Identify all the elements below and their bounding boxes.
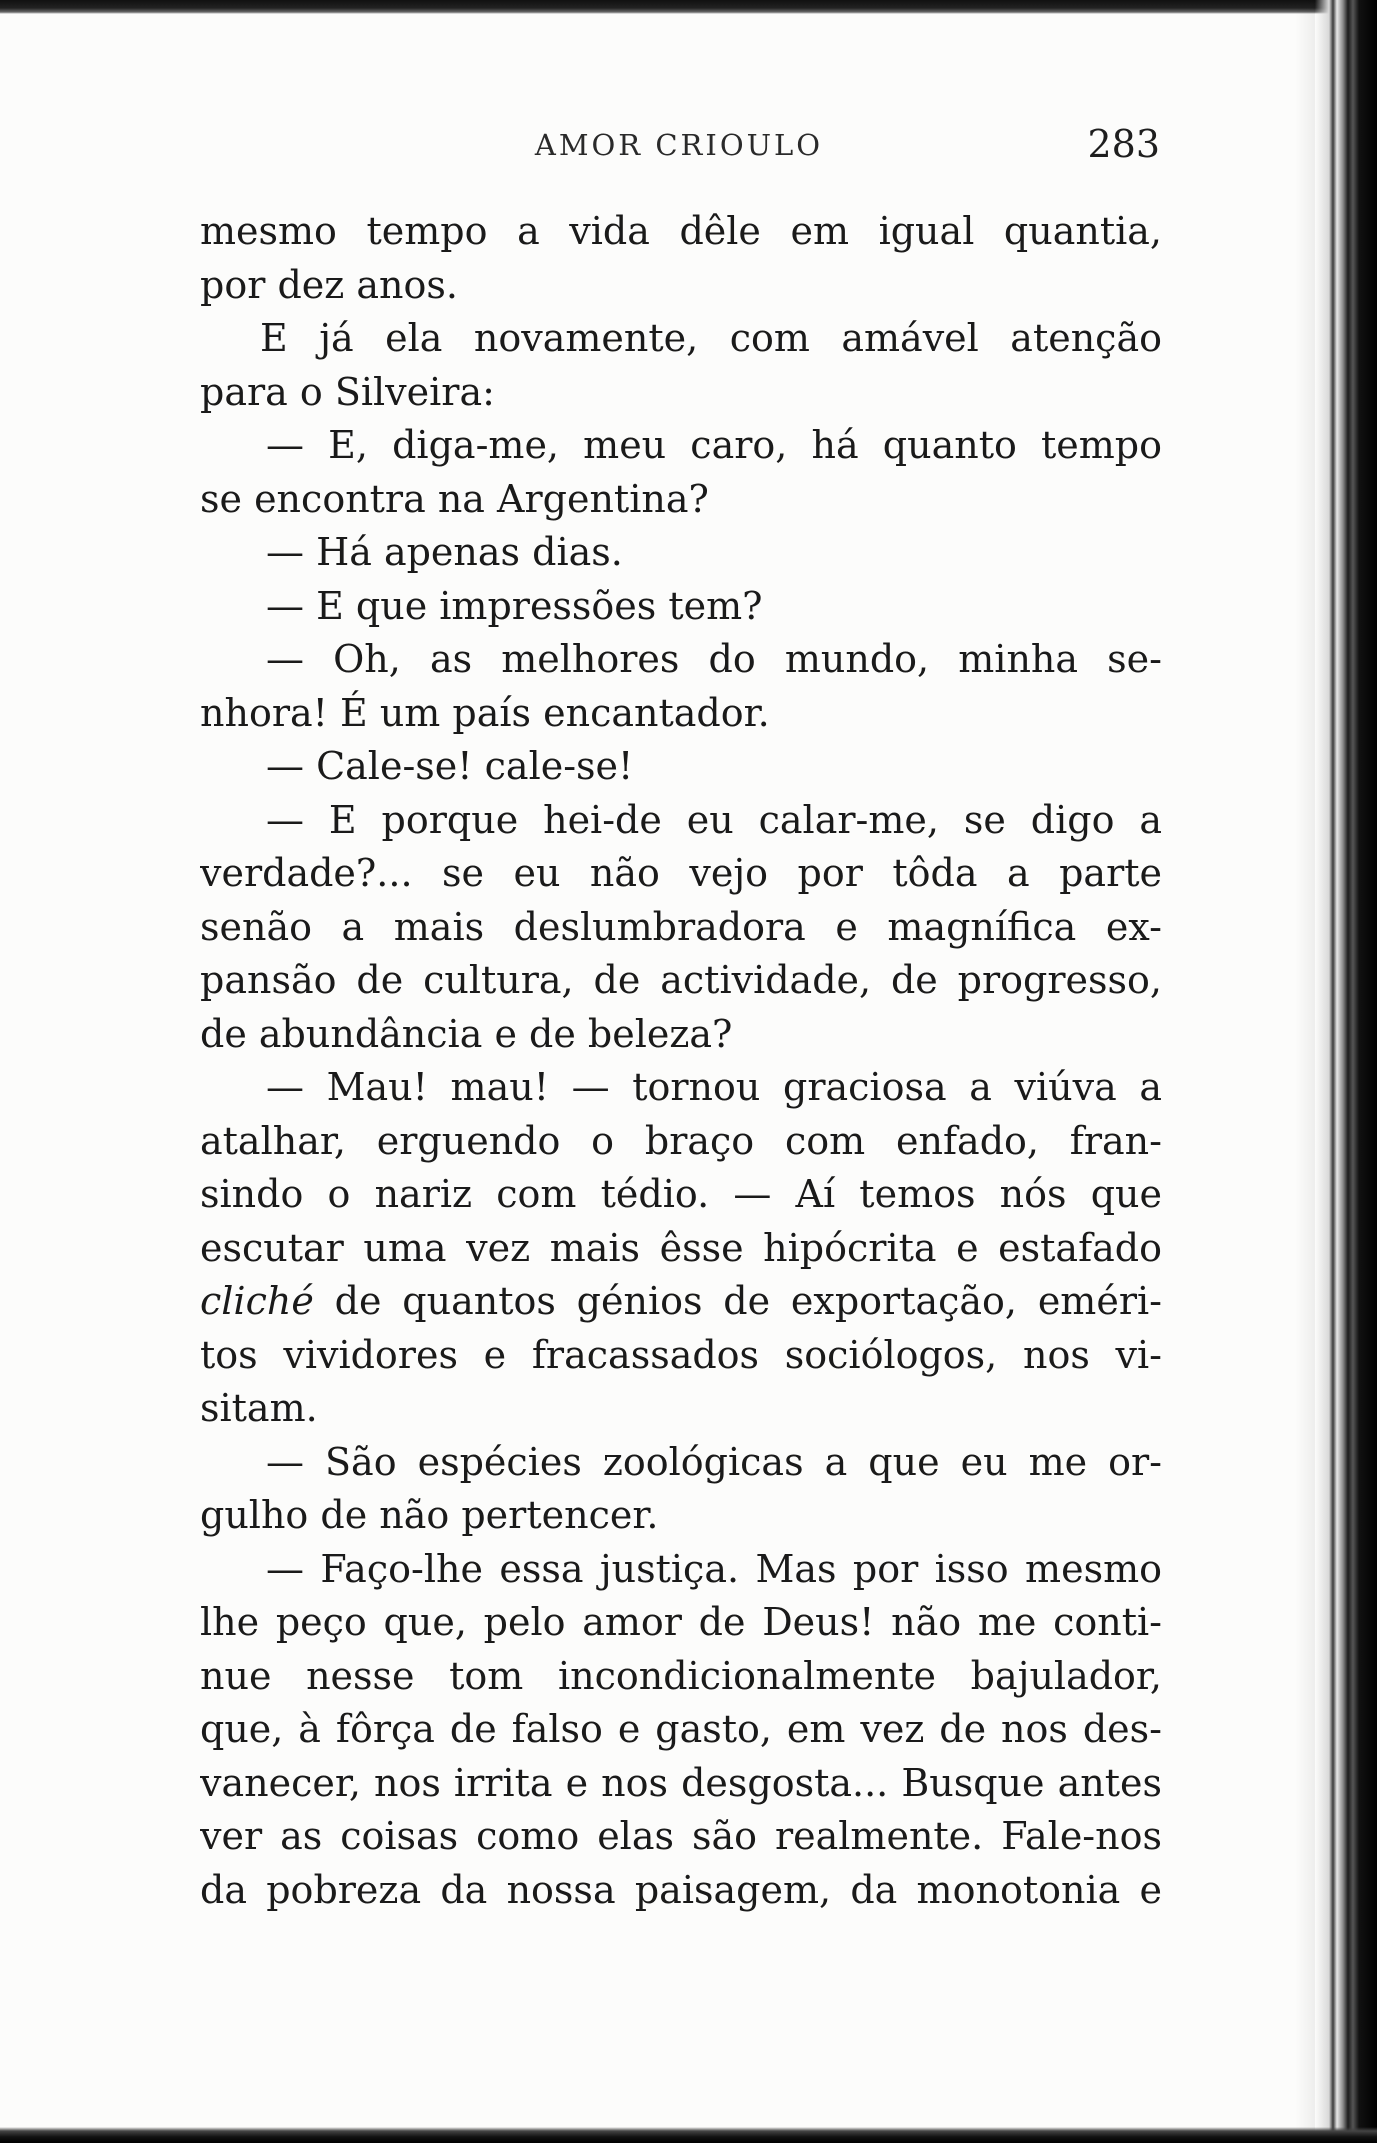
- line-text: — Faço-lhe essa justiça. Mas por isso mesmo: [266, 1546, 1162, 1591]
- running-title: AMOR CRIOULO: [534, 128, 824, 162]
- line-text: que, à fôrça de falso e gasto, em vez de nos des-: [200, 1707, 1162, 1751]
- line-text: — Mau! mau! — tornou graciosa a viúva a: [266, 1065, 1162, 1109]
- text-line: [200, 1650, 1162, 1704]
- page-gutter-shadow: [1295, 0, 1315, 2143]
- line-text: — Oh, as melhores do mundo, minha se-: [266, 637, 1162, 681]
- text-line: [200, 1757, 1162, 1811]
- line-text: — E que impressões tem?: [266, 583, 763, 628]
- text-line: [200, 259, 1162, 313]
- text-line: [200, 419, 1162, 473]
- text-line: [200, 847, 1162, 901]
- running-header: [198, 122, 1160, 168]
- page-number: 283: [1087, 122, 1160, 166]
- text-line: [200, 312, 1162, 366]
- line-text: se encontra na Argentina?: [200, 476, 709, 521]
- line-text: verdade?... se eu não vejo por tôda a parte: [200, 851, 1162, 895]
- scan-edge-top: [0, 0, 1377, 14]
- text-line: [200, 1489, 1162, 1543]
- line-text: gulho de não pertencer.: [200, 1493, 659, 1537]
- line-text: sindo o nariz com tédio. — Aí temos nós que: [200, 1172, 1162, 1216]
- line-text: E já ela novamente, com amável atenção: [260, 316, 1162, 360]
- text-line: [200, 1008, 1162, 1062]
- line-text: vanecer, nos irrita e nos desgosta... Busque antes: [200, 1760, 1162, 1805]
- line-text: da pobreza da nossa paisagem, da monotonia e: [200, 1867, 1162, 1912]
- line-text: ver as coisas como elas são realmente. Fale-nos: [200, 1814, 1162, 1858]
- text-line: [200, 1810, 1162, 1864]
- text-line: [200, 1061, 1162, 1115]
- text-line: [200, 1543, 1162, 1597]
- line-text: senão a mais deslumbradora e magnífica ex-: [200, 904, 1162, 949]
- text-line: [200, 740, 1162, 794]
- text-line: [200, 1703, 1162, 1757]
- text-line: [200, 580, 1162, 634]
- text-line: [200, 901, 1162, 955]
- body-text: [200, 205, 1162, 1917]
- text-line: [200, 954, 1162, 1008]
- line-text: de quantos génios de exportação, eméri-: [334, 1279, 1162, 1323]
- text-line: [200, 1436, 1162, 1490]
- line-text: — Há apenas dias.: [266, 530, 623, 574]
- text-line: [200, 687, 1162, 741]
- text-line: [200, 205, 1162, 259]
- line-text: pansão de cultura, de actividade, de progresso,: [200, 958, 1162, 1002]
- text-line: [200, 1382, 1162, 1436]
- line-text: — São espécies zoológicas a que eu me or-: [266, 1439, 1162, 1484]
- line-text: tos vividores e fracassados sociólogos, nos vi-: [200, 1332, 1162, 1377]
- line-text: de abundância e de beleza?: [200, 1011, 733, 1056]
- text-line: [200, 1329, 1162, 1383]
- line-text: nue nesse tom incondicionalmente bajulador,: [200, 1653, 1162, 1698]
- text-line: [200, 1864, 1162, 1918]
- text-line: [200, 526, 1162, 580]
- line-text: — E, diga-me, meu caro, há quanto tempo: [266, 423, 1162, 467]
- scan-edge-right: [1315, 0, 1377, 2143]
- text-line: [200, 1115, 1162, 1169]
- scan-edge-bottom: [0, 2127, 1377, 2143]
- text-line: [200, 633, 1162, 687]
- line-text: escutar uma vez mais êsse hipócrita e estafado: [200, 1225, 1162, 1270]
- line-text: sitam.: [200, 1386, 318, 1430]
- line-text: atalhar, erguendo o braço com enfado, fran-: [200, 1118, 1162, 1163]
- text-line: [200, 1275, 1162, 1329]
- text-line: [200, 1596, 1162, 1650]
- text-line: [200, 794, 1162, 848]
- italic-term: cliché: [200, 1279, 314, 1323]
- line-text: — E porque hei-de eu calar-me, se digo a: [266, 797, 1162, 842]
- line-text: mesmo tempo a vida dêle em igual quantia,: [200, 209, 1162, 253]
- line-text: por dez anos.: [200, 262, 458, 307]
- line-text: nhora! É um país encantador.: [200, 690, 770, 735]
- line-text: para o Silveira:: [200, 369, 495, 414]
- text-line: [200, 1222, 1162, 1276]
- line-text: — Cale-se! cale-se!: [266, 744, 634, 788]
- line-text: lhe peço que, pelo amor de Deus! não me conti-: [200, 1600, 1162, 1644]
- text-line: [200, 473, 1162, 527]
- text-line: [200, 366, 1162, 420]
- text-line: [200, 1168, 1162, 1222]
